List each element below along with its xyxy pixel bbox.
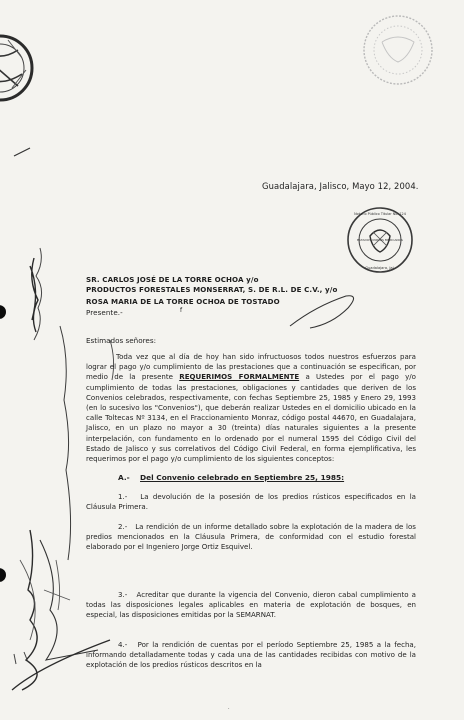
recipient-line-4: Presente.- bbox=[86, 308, 123, 317]
list-item-text: Acreditar que durante la vigencia del Convenio, dieron cabal cumplimiento a todas las disposiciones legales aplicables en materia de explotación de bosques, en especial, las disposiciones emitidas por la SEMARNAT. bbox=[86, 590, 416, 620]
salutation: Estimados señores: bbox=[86, 336, 157, 345]
intro-text-part-2: a Ustedes por el pago y/o cumplimiento de todas las prestaciones, obligaciones y cantidades que deriven de los Convenios celebrados, respectivamente, con fechas Septiembre 25, 1985 y Enero 29, 1993 (en lo sucesivo los "Convenios"), que deberán realizar Ustedes en el domicilio ubicado en la calle Toltecas Nº 3134, en el Fraccionamiento Monraz, código postal 44670, en Guadalajara, Jalisco, en un plazo no mayor a 30 (treinta) días naturales siguientes a la presente interpelación, con fundamento en lo ordenado por el numeral 1595 del Código Civil del Estado de Jalisco y sus correlativos del Código Civil Federal, en forma ejemplificativa, les requerimos por el pago y/o cumplimiento de los siguientes conceptos: bbox=[86, 372, 416, 464]
list-item-number: 4.- bbox=[118, 640, 128, 649]
faded-seal-top-right bbox=[352, 12, 438, 90]
intro-text-part-1: Toda vez que al día de hoy han sido infructuosos todos nuestros esfuerzos para lograr el pago y/o cumplimiento de las prestaciones que a continuación se especifican, por medio de la presente bbox=[86, 352, 416, 382]
list-item bbox=[86, 522, 416, 553]
section-a-title: Del Convenio celebrado en Septiembre 25, 1985: bbox=[140, 473, 345, 482]
margin-mark: f bbox=[180, 307, 183, 314]
seal-bottom-text: Guadalajara, Jal. bbox=[365, 266, 395, 270]
recipient-line-1: SR. CARLOS JOSÉ DE LA TORRE OCHOA y/o bbox=[86, 275, 259, 284]
recipient-line-2: PRODUCTOS FORESTALES MONSERRAT, S. DE R.L. DE C.V., y/o bbox=[86, 285, 338, 294]
section-a-letter: A.- bbox=[118, 473, 130, 482]
list-item-number: 2.- bbox=[118, 522, 128, 531]
list-item bbox=[86, 640, 416, 671]
list-item-text: La rendición de un informe detallado sobre la explotación de la madera de los predios mencionados en la Cláusula Primera, de conformidad con el estudio forestal elaborado por el Ingeniero Jorge Ortiz Esquivel. bbox=[86, 522, 416, 552]
section-a-heading bbox=[118, 473, 344, 482]
document-date: Guadalajara, Jalisco, Mayo 12, 2004. bbox=[262, 181, 419, 191]
list-item bbox=[86, 590, 416, 621]
recipient-line-3: ROSA MARIA DE LA TORRE OCHOA DE TOSTADO bbox=[86, 297, 280, 306]
list-item bbox=[86, 492, 416, 512]
intro-paragraph bbox=[86, 352, 416, 464]
intro-emphasis: REQUERIMOS FORMALMENTE bbox=[179, 372, 300, 382]
list-item-text: Por la rendición de cuentas por el período Septiembre 25, 1985 a la fecha, informando detalladamente todas y cada una de las cantidades recibidas con motivo de la explotación de los predios rústicos descritos en la bbox=[86, 640, 416, 670]
seal-center-text: ESTADOS UNIDOS MEXICANOS bbox=[357, 238, 403, 242]
list-item-number: 3.- bbox=[118, 590, 128, 599]
notary-seal bbox=[346, 206, 414, 274]
seal-ring-text: Notario Público Titular No. 124 bbox=[354, 212, 406, 216]
list-item-number: 1.- bbox=[118, 492, 128, 501]
page-mark: · bbox=[228, 706, 230, 712]
list-item-text: La devolución de la posesión de los predios rústicos especificados en la Cláusula Primera. bbox=[86, 492, 416, 512]
